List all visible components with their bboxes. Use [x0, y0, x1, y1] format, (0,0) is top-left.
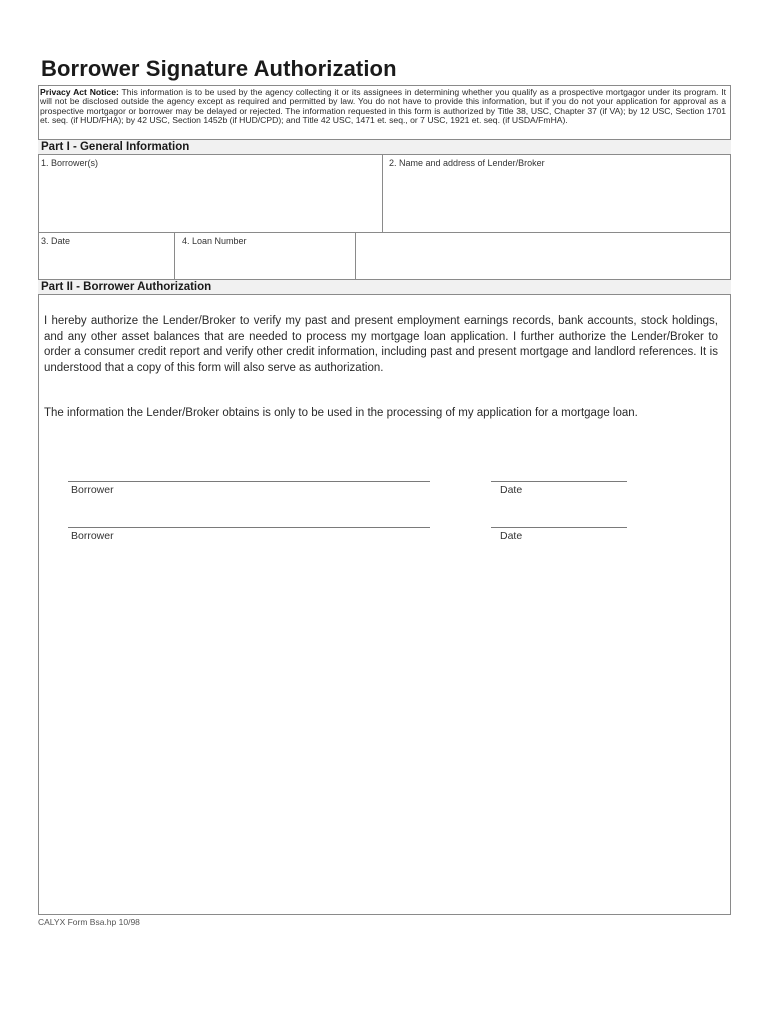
- signature-date-line[interactable]: [491, 481, 627, 482]
- privacy-notice-text: This information is to be used by the agency collecting it or its assignees in determining whether you qualify as a prospective mortgagor under its program. It will not be disclosed outside the agency except as required and permitted by law. You do not have to provide this information, but if you do not your application for approval as a prospective mortgagor or borrower may be delayed or rejected. The information requested in this form is authorized by Title 38, USC, Chapter 37 (if VA); by 12 USC, Section 1701 et. seq. (if HUD/FHA); by 42 USC, Section 1452b (if HUD/CPD); and Title 42 USC, 1471 et. seq., or 7 USC, 1921 et. seq. (if USDA/FmHA).: [40, 87, 727, 126]
- borrower-signature-label: Borrower: [71, 484, 114, 496]
- part2-heading: Part II - Borrower Authorization: [38, 279, 731, 295]
- divider: [382, 155, 383, 232]
- borrower-signature-label: Borrower: [71, 530, 114, 542]
- divider: [174, 233, 175, 279]
- loan-number-field-label: 4. Loan Number: [182, 236, 247, 246]
- authorization-text: I hereby authorize the Lender/Broker to verify my past and present employment earnings records, bank accounts, stock holdings, and any other asset balances that are needed to process my mortgage loan application. I further authorize the Lender/Broker to order a consumer credit report and verify other credit information, including past and present mortgage and landlord references. It is understood that a copy of this form will also serve as authorization.: [44, 315, 718, 375]
- divider: [355, 233, 356, 279]
- information-usage-text: The information the Lender/Broker obtains is only to be used in the processing of my application for a mortgage loan.: [44, 407, 638, 419]
- form-footer: CALYX Form Bsa.hp 10/98: [38, 917, 140, 927]
- lender-broker-field[interactable]: [386, 155, 731, 232]
- signature-date-label: Date: [500, 530, 523, 542]
- borrower-signature-line[interactable]: [68, 481, 430, 482]
- part1-heading: Part I - General Information: [38, 139, 731, 155]
- borrowers-field-label: 1. Borrower(s): [41, 158, 99, 168]
- borrowers-field[interactable]: [38, 155, 382, 232]
- lender-broker-field-label: 2. Name and address of Lender/Broker: [389, 158, 545, 168]
- privacy-notice-label: Privacy Act Notice:: [40, 87, 119, 97]
- form-title: Borrower Signature Authorization: [41, 56, 397, 81]
- loan-number-field[interactable]: [179, 233, 355, 279]
- date-field-label: 3. Date: [41, 236, 71, 246]
- signature-date-line[interactable]: [491, 527, 627, 528]
- privacy-notice: [40, 88, 726, 126]
- date-field[interactable]: [38, 233, 174, 279]
- signature-date-label: Date: [500, 484, 523, 496]
- borrower-signature-line[interactable]: [68, 527, 430, 528]
